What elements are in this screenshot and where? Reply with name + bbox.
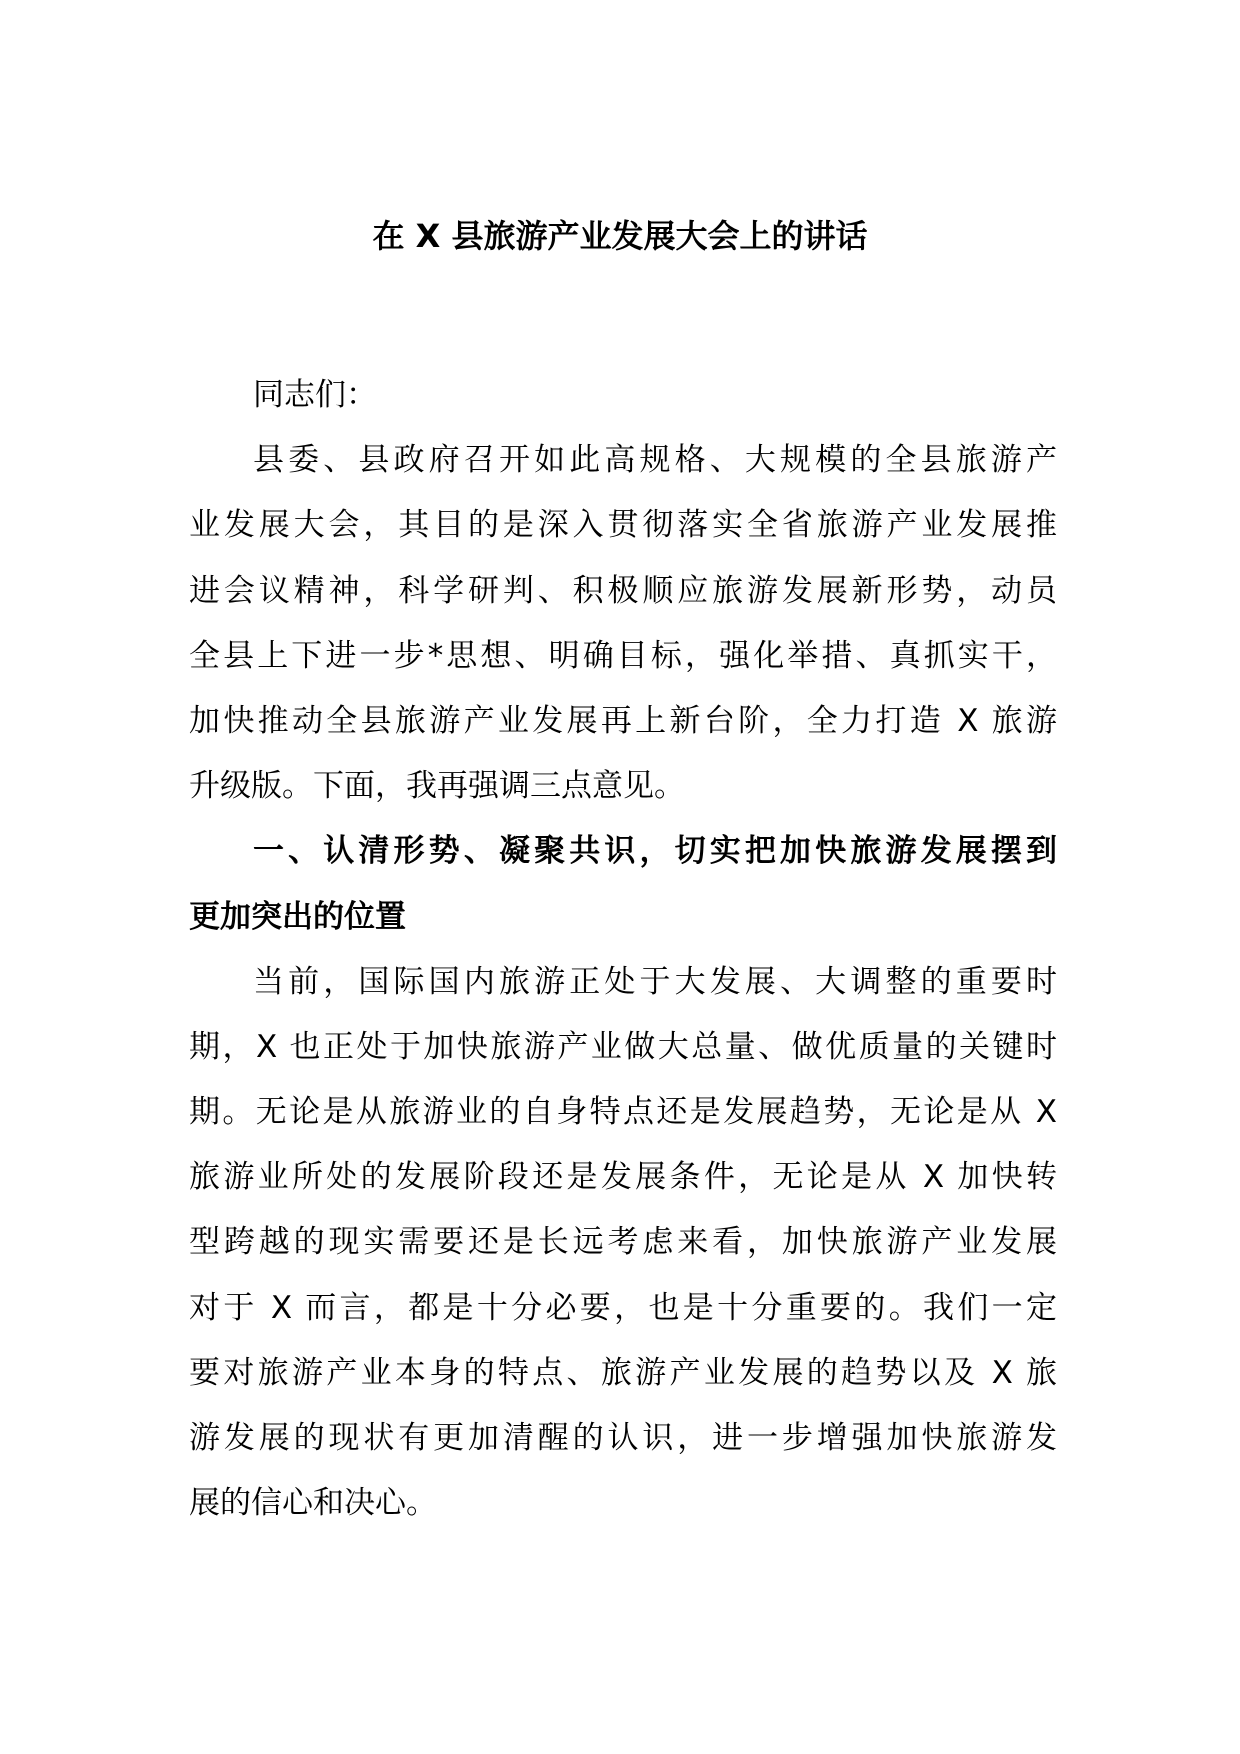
- paragraph-2-line: 型跨越的现实需要还是长远考虑来看，加快旅游产业发展: [189, 1224, 1057, 1261]
- paragraph-1-line: 进会议精神，科学研判、积极顺应旅游发展新形势，动员: [189, 572, 1057, 609]
- paragraph-2-line: 当前，国际国内旅游正处于大发展、大调整的重要时: [253, 963, 1057, 1000]
- paragraph-2-line: 期。无论是从旅游业的自身特点还是发展趋势，无论是从 X: [189, 1094, 1057, 1131]
- paragraph-2-line: 旅游业所处的发展阶段还是发展条件，无论是从 X 加快转: [189, 1159, 1057, 1196]
- paragraph-2-line: 要对旅游产业本身的特点、旅游产业发展的趋势以及 X 旅: [189, 1354, 1057, 1391]
- paragraph-2-line: 展的信心和决心。: [189, 1485, 437, 1522]
- paragraph-2-line: 对于 X 而言，都是十分必要，也是十分重要的。我们一定: [189, 1289, 1057, 1326]
- paragraph-1-line: 加快推动全县旅游产业发展再上新台阶，全力打造 X 旅游: [189, 702, 1057, 739]
- section-heading-1: 更加突出的位置: [189, 898, 406, 935]
- paragraph-2-line: 期，X 也正处于加快旅游产业做大总量、做优质量的关键时: [189, 1028, 1057, 1065]
- paragraph-1-line: 升级版。下面，我再强调三点意见。: [189, 768, 685, 805]
- paragraph-1-line: 县委、县政府召开如此高规格、大规模的全县旅游产: [253, 442, 1057, 479]
- paragraph-2-line: 游发展的现状有更加清醒的认识，进一步增强加快旅游发: [189, 1420, 1057, 1456]
- section-heading-1: 一、认清形势、凝聚共识，切实把加快旅游发展摆到: [253, 833, 1057, 870]
- paragraph-1-line: 全县上下进一步*思想、明确目标，强化举措、真抓实干，: [189, 637, 1057, 674]
- paragraph-1-line: 业发展大会，其目的是深入贯彻落实全省旅游产业发展推: [189, 507, 1057, 544]
- salutation: 同志们：: [253, 377, 377, 413]
- document-body: [189, 363, 1057, 1536]
- document-title: 在 X 县旅游产业发展大会上的讲话: [372, 217, 868, 255]
